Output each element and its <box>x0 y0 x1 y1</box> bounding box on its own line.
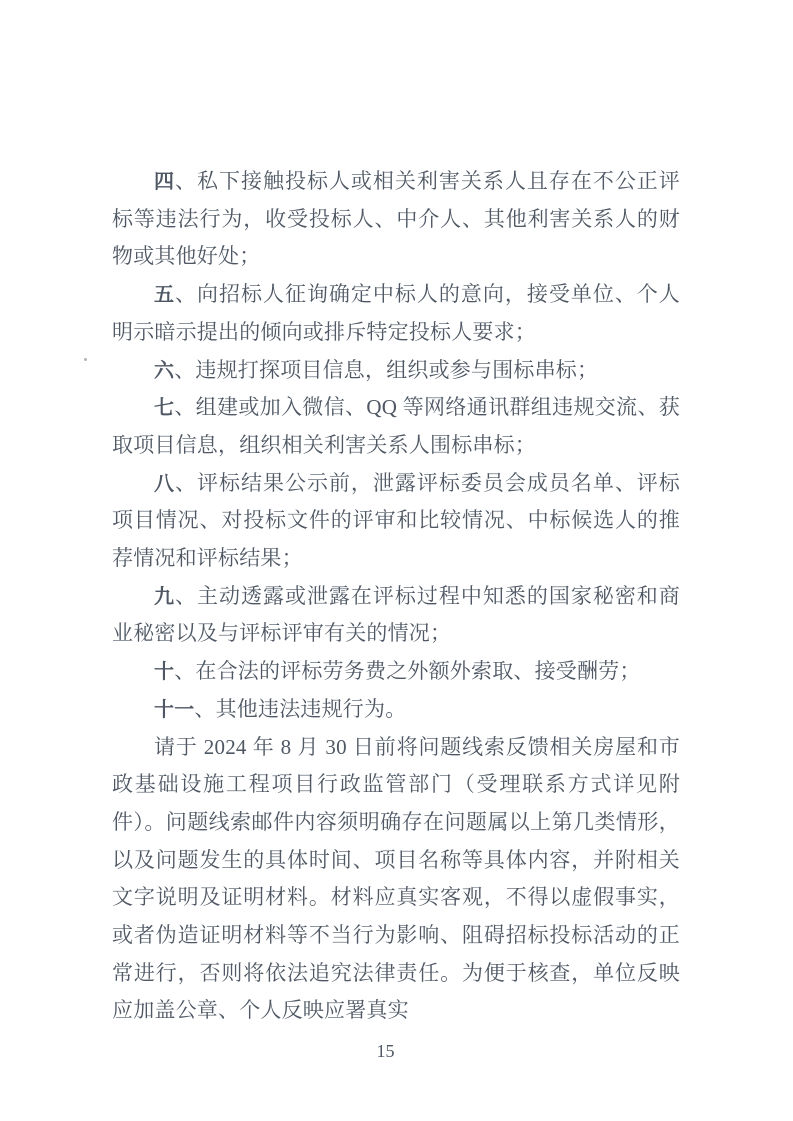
paragraph-text: 、私下接触投标人或相关利害关系人且存在不公正评标等违法行为，收受投标人、中介人、其他利害关系人的财物或其他好处； <box>112 169 680 269</box>
paragraph-text: 、评标结果公示前，泄露评标委员会成员名单、评标项目情况、对投标文件的评审和比较情况、中标候选人的推荐情况和评标结果； <box>112 470 680 571</box>
item-number-6: 六 <box>154 357 175 382</box>
paragraph-text: 、违规打探项目信息，组织或参与围标串标； <box>174 357 599 382</box>
body-paragraph <box>112 465 680 578</box>
scan-artifact-dot <box>84 358 87 361</box>
body-paragraph <box>112 389 680 464</box>
item-number-11: 十一 <box>154 696 195 721</box>
paragraph-text: 、向招标人征询确定中标人的意向，接受单位、个人明示暗示提出的倾向或排斥特定投标人要求； <box>112 282 680 344</box>
body-paragraph <box>112 691 680 729</box>
body-paragraph <box>112 653 680 691</box>
item-number-8: 八 <box>154 470 175 495</box>
paragraph-text: 、在合法的评标劳务费之外额外索取、接受酬劳； <box>174 659 641 684</box>
paragraph-text: 、组建或加入微信、QQ 等网络通讯群组违规交流、获取项目信息，组织相关利害关系人围标串标； <box>112 395 680 457</box>
document-body <box>112 163 680 1030</box>
body-paragraph <box>112 729 680 1031</box>
paragraph-text: 请于 2024 年 8 月 30 日前将问题线索反馈相关房屋和市政基础设施工程项目行政监管部门（受理联系方式详见附件）。问题线索邮件内容须明确存在问题属以上第几类情形，以及问题发生的具体时间、项目名称等具体内容，并附相关文字说明及证明材料。材料应真实客观，不得以虚假事实，或者伪造证明材料等不当行为影响、阻碍招标投标活动的正常进行，否则将依法追究法律责任。为便于核查，单位反映应加盖公章、个人反映应署真实 <box>112 734 680 1023</box>
page-number: 15 <box>376 1041 395 1061</box>
body-paragraph <box>112 352 680 390</box>
body-paragraph <box>112 163 680 276</box>
item-number-10: 十 <box>154 659 175 684</box>
paragraph-text: 、其他违法违规行为。 <box>194 696 407 721</box>
item-number-4: 四 <box>154 169 175 193</box>
body-paragraph <box>112 276 680 351</box>
paragraph-text: 、主动透露或泄露在评标过程中知悉的国家秘密和商业秘密以及与评标评审有关的情况； <box>112 583 680 646</box>
item-number-5: 五 <box>154 282 175 307</box>
body-paragraph <box>112 578 680 653</box>
item-number-7: 七 <box>154 395 175 420</box>
item-number-9: 九 <box>154 583 175 608</box>
